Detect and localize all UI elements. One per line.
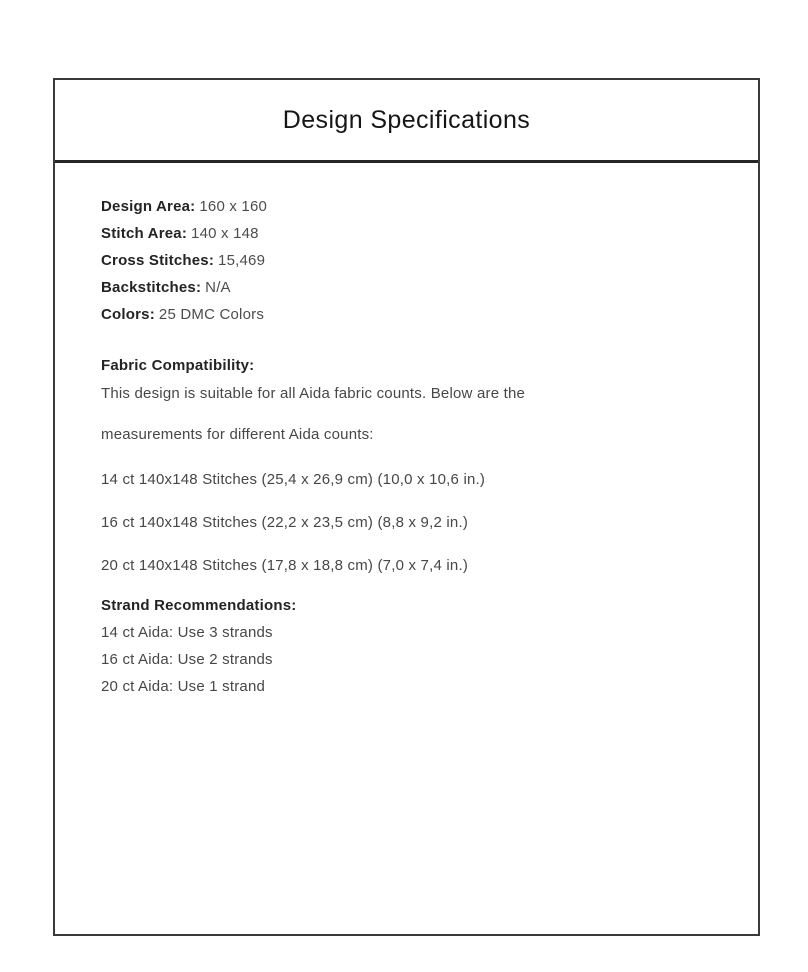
- spec-row-cross-stitches: [101, 247, 718, 274]
- fabric-compatibility-heading: Fabric Compatibility:: [101, 357, 255, 374]
- spec-value: 160 x 160: [199, 198, 268, 215]
- spec-label: Colors:: [101, 306, 155, 323]
- spec-value: 25 DMC Colors: [158, 306, 265, 323]
- spec-row-colors: [101, 301, 718, 328]
- spec-label: Backstitches:: [101, 279, 202, 296]
- spec-row-design-area: [101, 193, 718, 220]
- spec-value: 140 x 148: [191, 225, 259, 242]
- spec-label: Design Area:: [101, 198, 196, 215]
- measurement-20ct: 20 ct 140x148 Stitches (17,8 x 18,8 cm) (7,0 x 7,4 in.): [101, 557, 469, 574]
- title-bar: [55, 80, 758, 163]
- measurement-16ct: 16 ct 140x148 Stitches (22,2 x 23,5 cm) (8,8 x 9,2 in.): [101, 514, 469, 531]
- page-title: Design Specifications: [282, 105, 531, 134]
- spec-row-stitch-area: [101, 220, 718, 247]
- spec-label: Stitch Area:: [101, 225, 188, 242]
- spec-row-backstitches: [101, 274, 718, 301]
- measurement-14ct: 14 ct 140x148 Stitches (25,4 x 26,9 cm) (10,0 x 10,6 in.): [101, 471, 486, 488]
- spec-content: [55, 163, 758, 700]
- spec-value: N/A: [205, 279, 231, 296]
- strand-recommendations-heading: Strand Recommendations:: [101, 597, 297, 614]
- spec-value: 15,469: [218, 252, 266, 269]
- strand-14ct: 14 ct Aida: Use 3 strands: [101, 624, 273, 641]
- spec-sheet: [53, 78, 760, 936]
- fabric-description-line-1: This design is suitable for all Aida fabric counts. Below are the: [101, 385, 526, 402]
- spec-label: Cross Stitches:: [101, 252, 215, 269]
- strand-20ct: 20 ct Aida: Use 1 strand: [101, 678, 266, 695]
- fabric-description-line-2: measurements for different Aida counts:: [101, 426, 374, 443]
- strand-16ct: 16 ct Aida: Use 2 strands: [101, 651, 273, 668]
